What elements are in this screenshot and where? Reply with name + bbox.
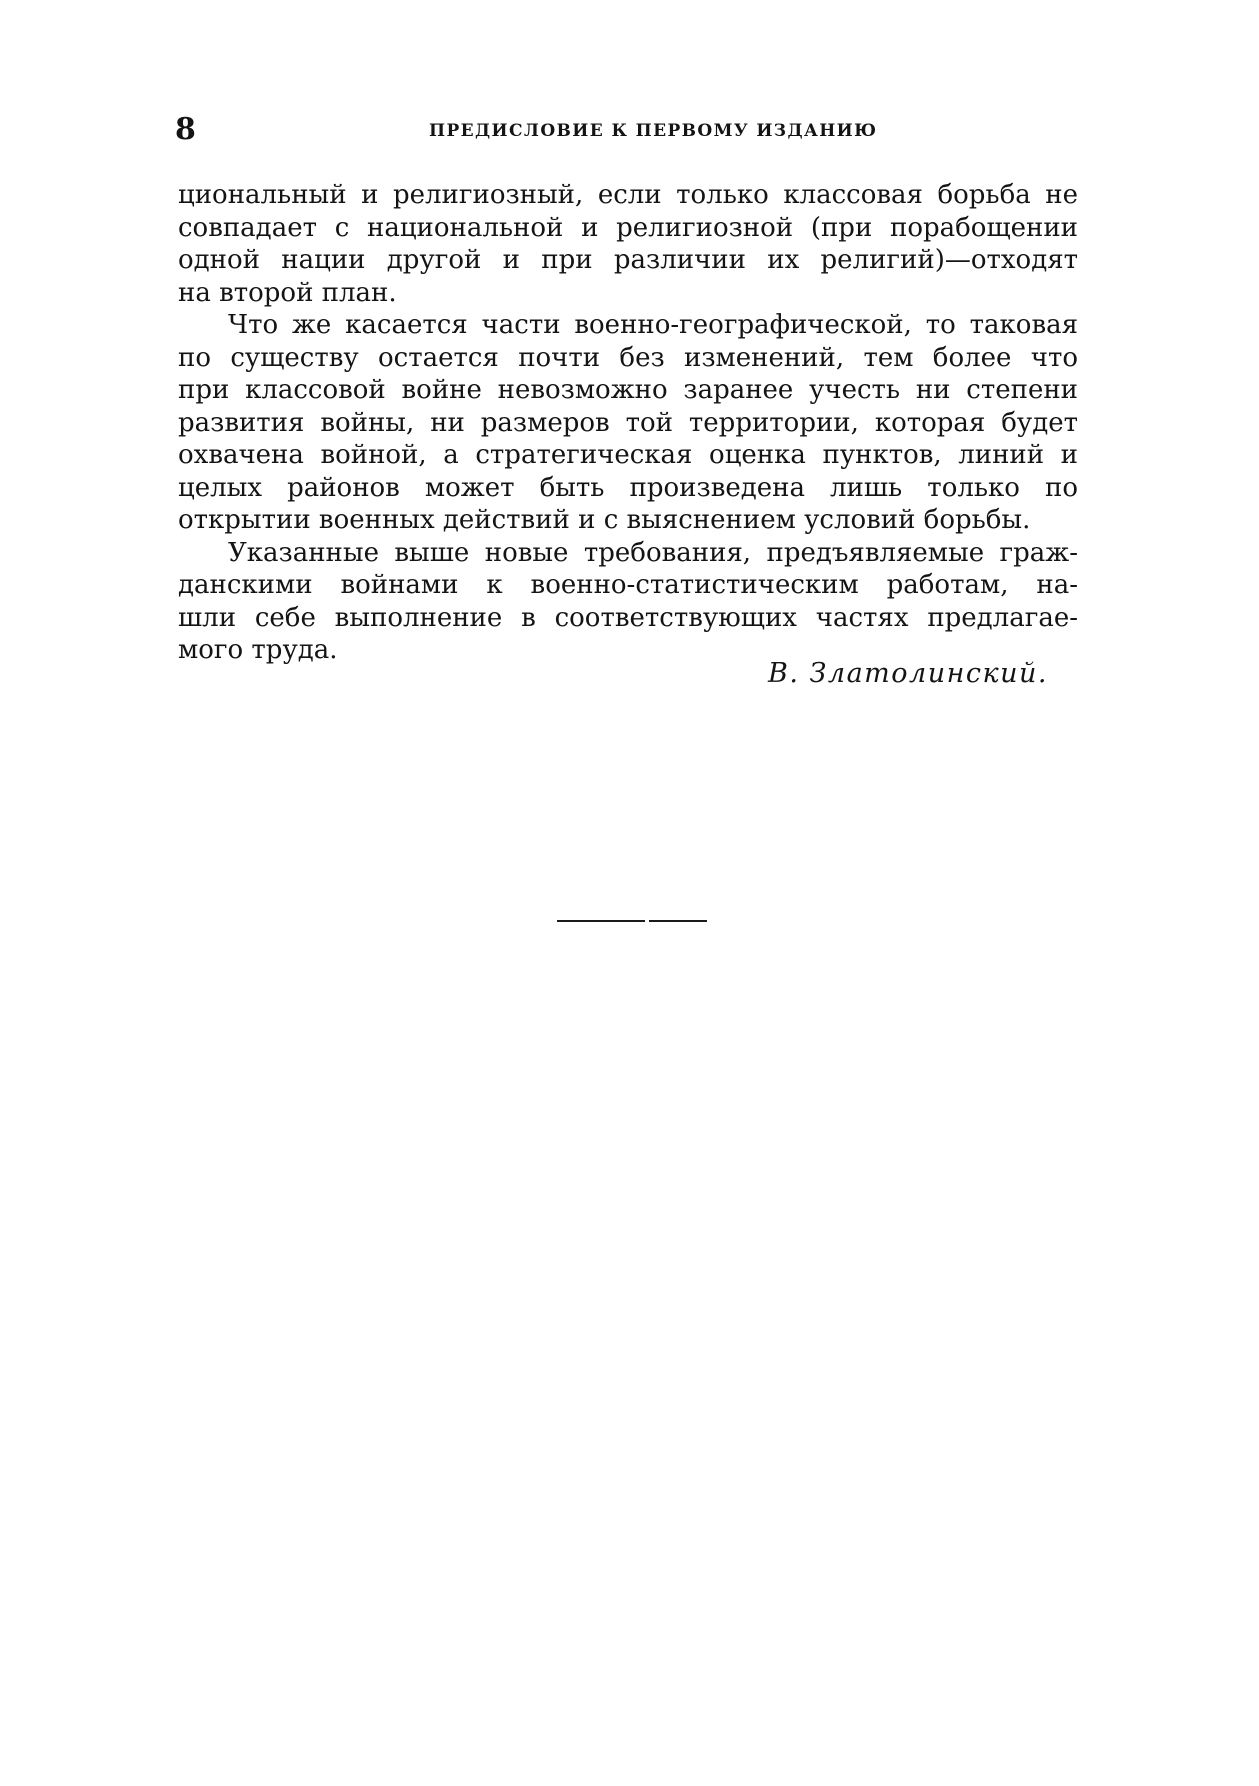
text-line: по существу остается почти без изменений, тем более что xyxy=(178,342,1078,373)
signature: В. Златолинский. xyxy=(768,658,1048,689)
body-text xyxy=(178,179,1078,667)
text-line: шли себе выполнение в соответствующих частях предлагае- xyxy=(178,602,1078,633)
section-divider xyxy=(557,920,707,922)
text-line: охвачена войной, а стратегическая оценка пунктов, линий и xyxy=(178,440,1078,470)
text-line: Указанные выше новые требования, предъявляемые граж- xyxy=(228,537,1078,568)
paragraph-2 xyxy=(178,309,1078,537)
text-line: совпадает с национальной и религиозной (при порабощении xyxy=(178,212,1078,243)
text-line: Что же касается части военно-географической, то таковая xyxy=(228,310,1078,340)
text-line: открытии военных действий и с выяснением условий борьбы. xyxy=(178,505,1031,535)
text-line: данскими войнами к военно-статистическим работам, на- xyxy=(178,570,1078,600)
text-line: мого труда. xyxy=(178,635,338,665)
text-line: одной нации другой и при различии их религий)—отходят xyxy=(178,245,1078,275)
paragraph-3 xyxy=(178,537,1078,667)
page-number: 8 xyxy=(175,112,196,147)
text-line: целых районов может быть произведена лишь только по xyxy=(178,472,1078,503)
text-line: циональный и религиозный, если только классовая борьба не xyxy=(178,180,1078,210)
paragraph-1 xyxy=(178,179,1078,309)
text-line: развития войны, ни размеров той территории, которая будет xyxy=(178,407,1078,438)
running-head: ПРЕДИСЛОВИЕ К ПЕРВОМУ ИЗДАНИЮ xyxy=(429,121,878,141)
text-line: на второй план. xyxy=(178,277,397,308)
text-line: при классовой войне невозможно заранее учесть ни степени xyxy=(178,375,1078,405)
